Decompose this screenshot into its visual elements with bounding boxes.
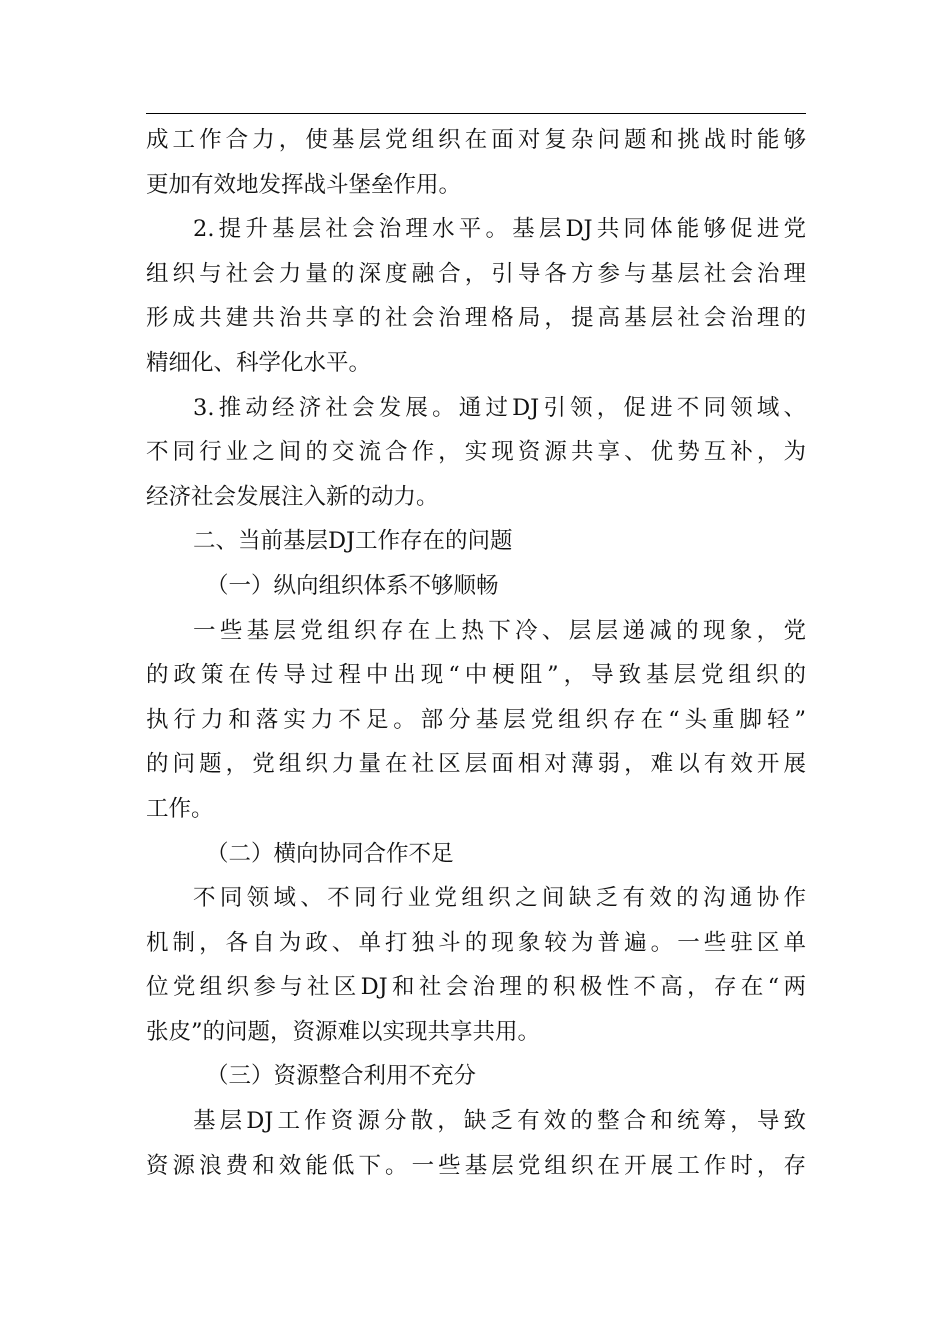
text-line-20: 位党组织参与社区DJ和社会治理的积极性不高，存在“两 xyxy=(146,974,806,1001)
text-line-4: 组织与社会力量的深度融合，引导各方参与基层社会治理 xyxy=(146,260,806,287)
text-line-19: 机制，各自为政、单打独斗的现象较为普遍。一些驻区单 xyxy=(146,929,806,956)
subheading-3: （三）资源整合利用不充分 xyxy=(206,1063,477,1090)
text-line-24: 资源浪费和效能低下。一些基层党组织在开展工作时，存 xyxy=(146,1152,806,1179)
subheading-2: （二）横向协同合作不足 xyxy=(206,840,454,867)
text-line-14: 执行力和落实力不足。部分基层党组织存在“头重脚轻” xyxy=(146,706,806,733)
text-line-15: 的问题，党组织力量在社区层面相对薄弱，难以有效开展 xyxy=(146,751,806,778)
text-line-18: 不同领域、不同行业党组织之间缺乏有效的沟通协作 xyxy=(193,885,806,912)
text-line-2: 更加有效地发挥战斗堡垒作用。 xyxy=(146,171,462,198)
text-line-6: 精细化、科学化水平。 xyxy=(146,349,372,376)
document-body xyxy=(146,118,806,1188)
text-line-23: 基层DJ工作资源分散，缺乏有效的整合和统筹，导致 xyxy=(193,1108,806,1135)
text-line-1: 成工作合力，使基层党组织在面对复杂问题和挑战时能够 xyxy=(146,127,806,153)
text-line-8: 不同行业之间的交流合作，实现资源共享、优势互补，为 xyxy=(146,439,806,466)
text-line-16: 工作。 xyxy=(146,795,214,822)
text-line-5: 形成共建共治共享的社会治理格局，提高基层社会治理的 xyxy=(146,305,806,332)
section-heading: 二、当前基层DJ工作存在的问题 xyxy=(193,528,513,555)
text-line-13: 的政策在传导过程中出现“中梗阻”，导致基层党组织的 xyxy=(146,662,806,689)
text-line-9: 经济社会发展注入新的动力。 xyxy=(146,483,439,510)
subheading-1: （一）纵向组织体系不够顺畅 xyxy=(206,572,499,599)
text-line-7: 3.推动经济社会发展。通过DJ引领，促进不同领域、 xyxy=(193,394,806,421)
text-line-3: 2.提升基层社会治理水平。基层DJ共同体能够促进党 xyxy=(193,216,806,243)
text-line-12: 一些基层党组织存在上热下冷、层层递减的现象，党 xyxy=(193,617,806,644)
header-rule xyxy=(146,113,806,114)
text-line-21: 张皮”的问题，资源难以实现共享共用。 xyxy=(146,1018,541,1045)
